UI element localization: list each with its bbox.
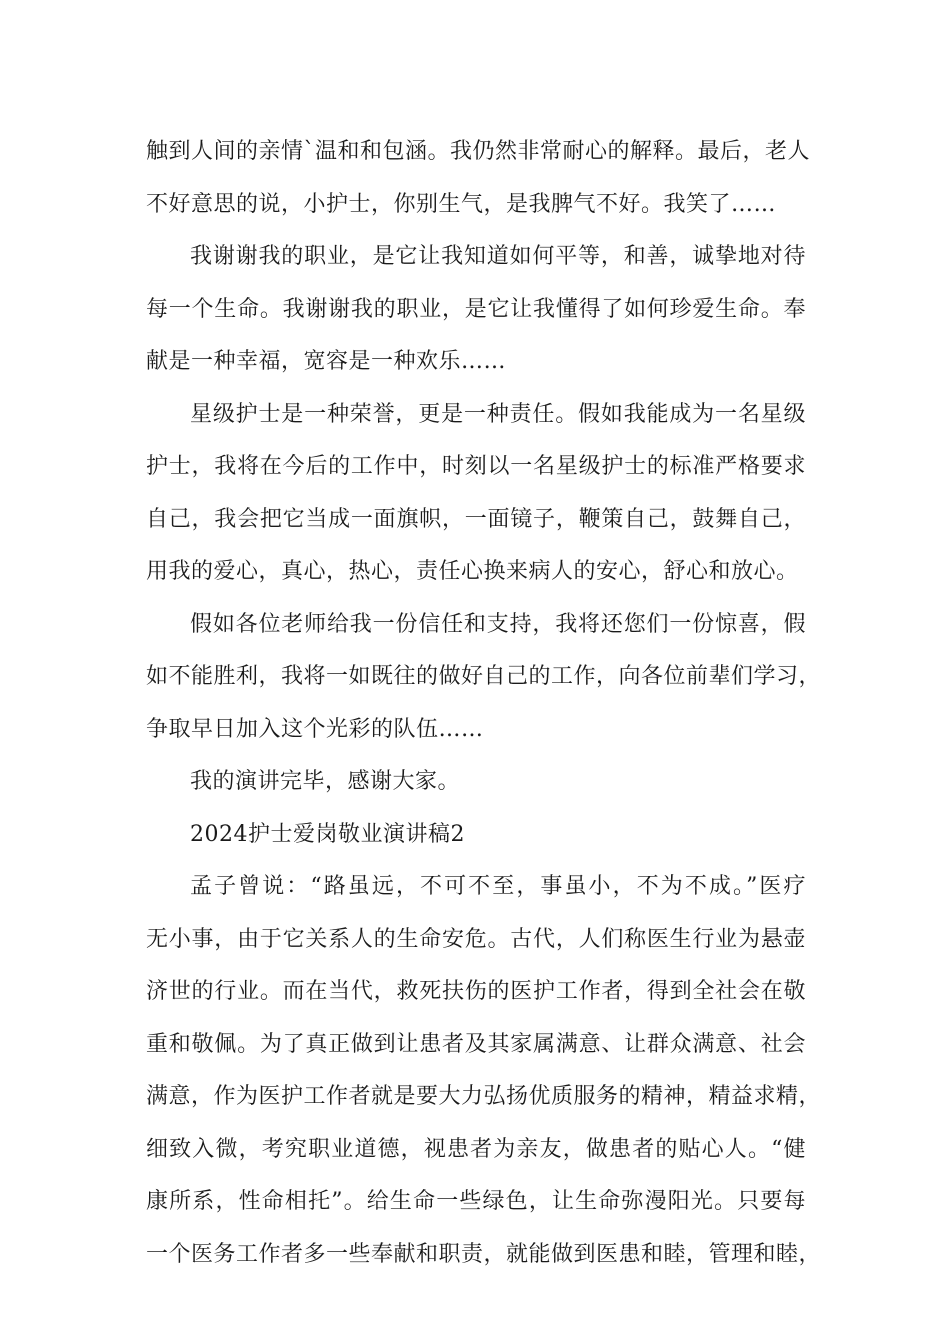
paragraph-1 — [146, 126, 811, 231]
text-line: 献是一种幸福，宽容是一种欢乐…… — [146, 349, 507, 374]
text-line: 孟子曾说：“路虽远，不可不至，事虽小，不为不成。”医疗 — [190, 874, 806, 899]
text-line: 用我的爱心，真心，热心，责任心换来病人的安心，舒心和放心。 — [146, 559, 799, 584]
text-line: 康所系，性命相托”。给生命一些绿色，让生命弥漫阳光。只要每 — [146, 1189, 806, 1214]
section-title — [146, 809, 806, 862]
text-line: 满意，作为医护工作者就是要大力弘扬优质服务的精神，精益求精， — [146, 1084, 822, 1109]
text-line: 无小事，由于它关系人的生命安危。古代，人们称医生行业为悬壶 — [146, 926, 806, 952]
paragraph-closing — [146, 756, 806, 809]
text-line: 星级护士是一种荣誉，更是一种责任。假如我能成为一名星级 — [190, 401, 806, 427]
text-line: 我谢谢我的职业，是它让我知道如何平等，和善，诚挚地对待 — [190, 244, 806, 269]
paragraph-2 — [146, 231, 806, 389]
text-line: 济世的行业。而在当代，救死扶伤的医护工作者，得到全社会在敬 — [146, 979, 806, 1004]
text-line: 争取早日加入这个光彩的队伍…… — [146, 716, 484, 742]
text-line: 不好意思的说，小护士，你别生气，是我脾气不好。我笑了…… — [146, 191, 777, 217]
paragraph-3 — [146, 389, 806, 599]
document-page — [146, 126, 822, 1281]
paragraph-4 — [146, 599, 822, 757]
text-line: 如不能胜利，我将一如既往的做好自己的工作，向各位前辈们学习， — [146, 664, 822, 689]
text-line: 触到人间的亲情`温和和包涵。我仍然非常耐心的解释。最后，老人 — [146, 139, 811, 164]
text-line: 我的演讲完毕，感谢大家。 — [190, 769, 461, 794]
text-line: 假如各位老师给我一份信任和支持，我将还您们一份惊喜，假 — [190, 611, 806, 637]
text-line: 重和敬佩。为了真正做到让患者及其家属满意、让群众满意、社会 — [146, 1031, 806, 1057]
paragraph-7 — [146, 861, 822, 1281]
text-line: 护士，我将在今后的工作中，时刻以一名星级护士的标准严格要求 — [146, 454, 806, 479]
text-line: 自己，我会把它当成一面旗帜，一面镜子，鞭策自己，鼓舞自己， — [146, 506, 806, 532]
section-heading: 2024护士爱岗敬业演讲稿2 — [190, 821, 465, 847]
text-line: 一个医务工作者多一些奉献和职责，就能做到医患和睦，管理和睦， — [146, 1241, 822, 1267]
text-line: 细致入微，考究职业道德，视患者为亲友，做患者的贴心人。“健 — [146, 1136, 806, 1162]
text-line: 每一个生命。我谢谢我的职业，是它让我懂得了如何珍爱生命。奉 — [146, 296, 806, 322]
